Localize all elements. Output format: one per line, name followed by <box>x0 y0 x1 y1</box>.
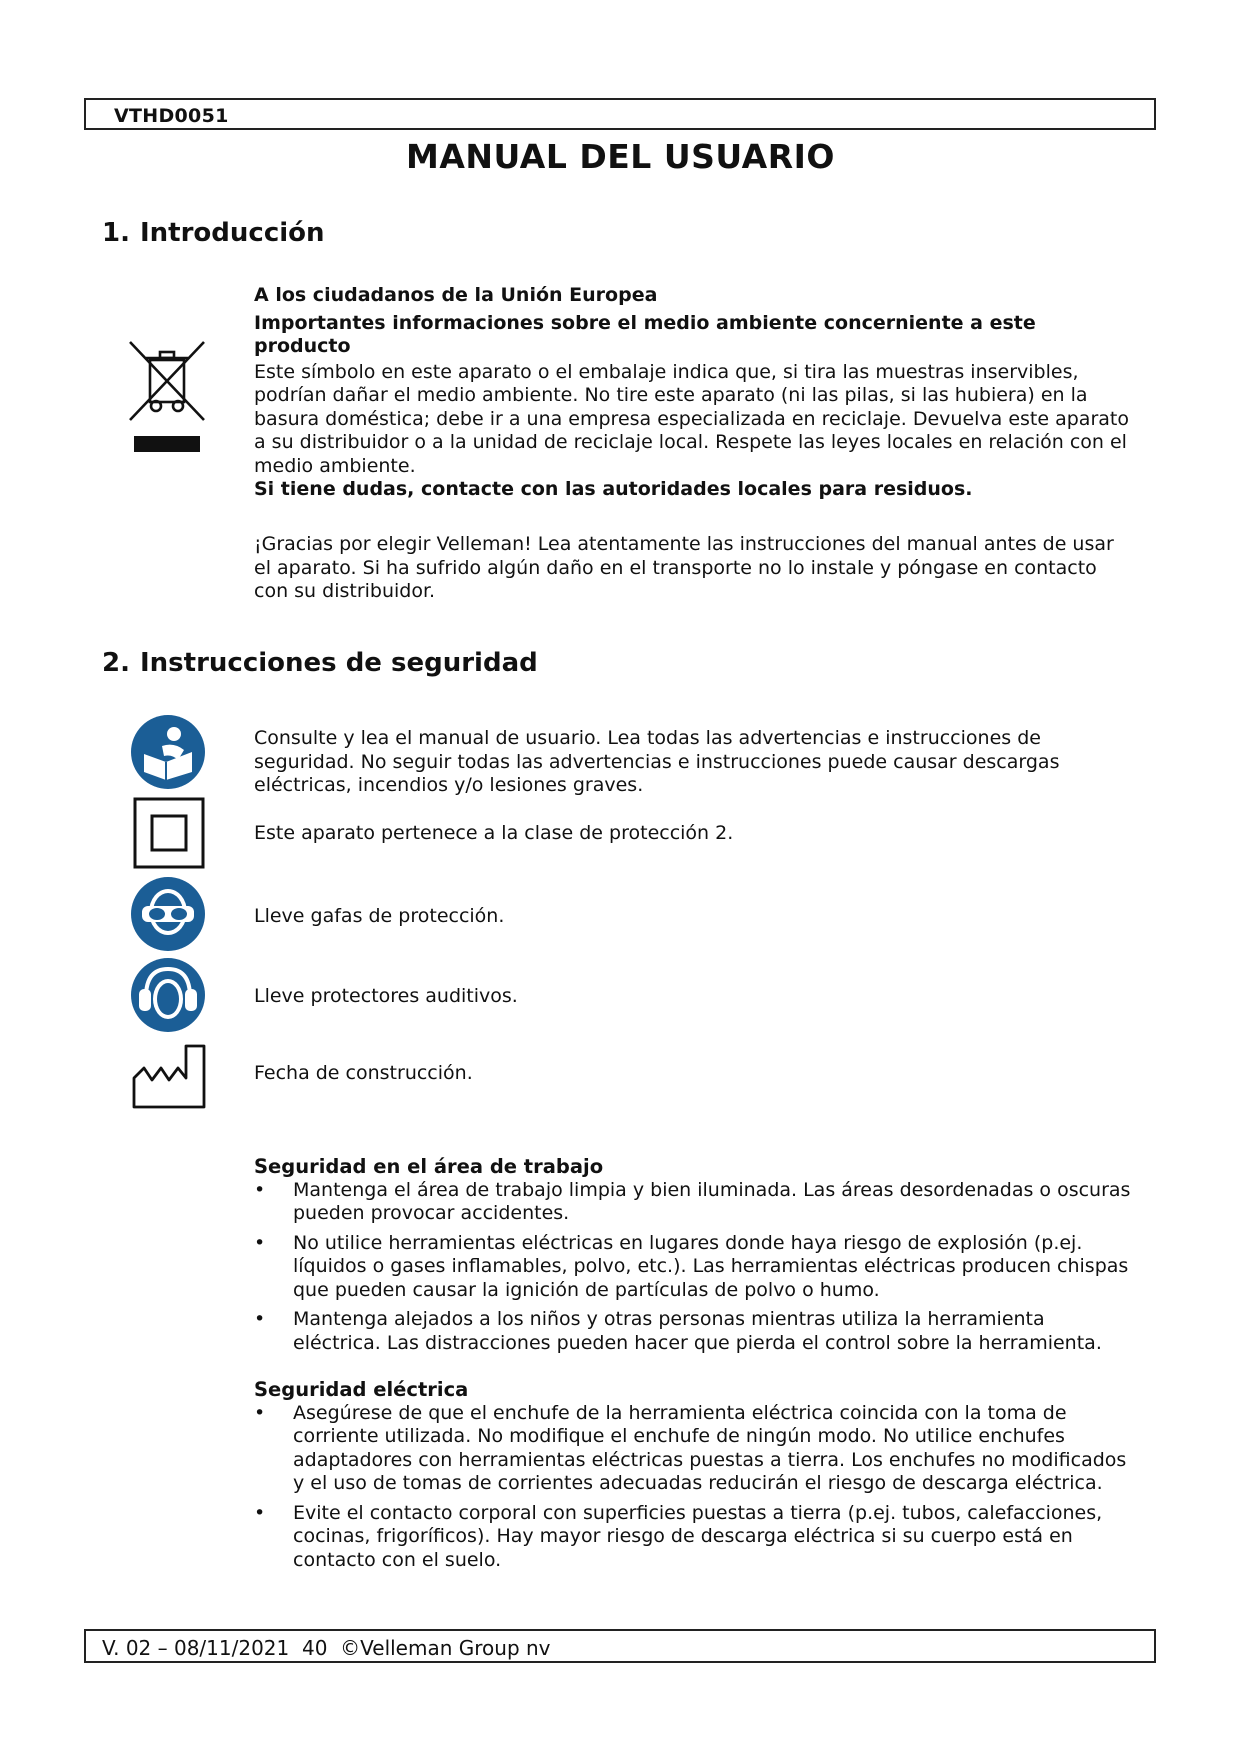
symbol-description: Lleve protectores auditivos. <box>254 985 518 1007</box>
ear-protection-icon <box>130 957 206 1033</box>
safety-goggles-icon <box>130 876 206 952</box>
page-title: MANUAL DEL USUARIO <box>406 137 835 176</box>
footer-box <box>84 1629 1156 1663</box>
weee-bin-icon <box>126 336 208 454</box>
work-area-safety <box>254 1155 1134 1361</box>
eu-heading: A los ciudadanos de la Unión Europea <box>254 284 658 306</box>
footer-text: V. 02 – 08/11/2021 40 ©Velleman Group nv <box>102 1636 551 1660</box>
section-heading-safety <box>102 648 538 678</box>
work-area-list <box>254 1179 1134 1356</box>
symbol-description: Consulte y lea el manual de usuario. Lea todas las advertencias e instrucciones de seguridad. No seguir todas las advertencias e instrucciones puede causar descargas eléctricas, incendios y/o lesiones graves. <box>254 727 1060 796</box>
symbol-text-goggles <box>254 905 1134 929</box>
symbol-text-ear-protection <box>254 985 1134 1009</box>
section-number: 2. <box>102 648 130 678</box>
header-box <box>84 98 1156 130</box>
electrical-list <box>254 1402 1134 1573</box>
section-number: 1. <box>102 218 130 248</box>
eu-info-block <box>254 284 1134 502</box>
section-title: Introducción <box>140 218 325 248</box>
list-item: • Mantenga el área de trabajo limpia y bien iluminada. Las áreas desordenadas o oscuras pueden provocar accidentes. <box>254 1179 1134 1226</box>
list-item: • Mantenga alejados a los niños y otras personas mientras utiliza la herramienta eléctrica. Las distracciones pueden hacer que pierda el control sobre la herramienta. <box>254 1308 1134 1355</box>
list-item: • Asegúrese de que el enchufe de la herramienta eléctrica coincida con la toma de corriente utilizada. No modifique el enchufe de ningún modo. No utilice enchufes adaptadores con herramientas eléctricas puestas a tierra. Los enchufes no modificados y el uso de tomas de corrientes adecuadas reducirán el riesgo de descarga eléctrica. <box>254 1402 1134 1496</box>
env-heading: Importantes informaciones sobre el medio ambiente concerniente a este producto <box>254 311 1036 357</box>
electrical-heading: Seguridad eléctrica <box>254 1378 469 1401</box>
env-text: Este símbolo en este aparato o el embalaje indica que, si tira las muestras inservibles, podrían dañar el medio ambiente. No tire este aparato (ni las pilas, si las hubiera) en la basura doméstica; debe ir a una empresa especializada en reciclaje. Devuelva este aparato a su distribuidor o a la unidad de reciclaje local. Respete las leyes locales en relación con el medio ambiente. <box>254 360 1129 477</box>
section-title: Instrucciones de seguridad <box>140 648 538 678</box>
env-doubts: Si tiene dudas, contacte con las autoridades locales para residuos. <box>254 478 973 500</box>
symbol-description: Lleve gafas de protección. <box>254 905 505 927</box>
list-item: • No utilice herramientas eléctricas en lugares donde haya riesgo de explosión (p.ej. líquidos o gases inflamables, polvo, etc.). Las herramientas eléctricas producen chispas que pueden causar la ignición de partículas de polvo o humo. <box>254 1232 1134 1303</box>
protection-class-2-icon <box>133 797 205 869</box>
work-area-heading: Seguridad en el área de trabajo <box>254 1155 604 1178</box>
symbol-description: Este aparato pertenece a la clase de protección 2. <box>254 822 734 844</box>
read-manual-icon <box>130 714 206 790</box>
thanks-text: ¡Gracias por elegir Velleman! Lea atentamente las instrucciones del manual antes de usar el aparato. Si ha sufrido algún daño en el transporte no lo instale y póngase en contacto con su distribuidor. <box>254 533 1114 602</box>
list-item: • Evite el contacto corporal con superficies puestas a tierra (p.ej. tubos, calefacciones, cocinas, frigoríficos). Hay mayor riesgo de descarga eléctrica si su cuerpo está en contacto con el suelo. <box>254 1502 1134 1573</box>
model-code: VTHD0051 <box>114 105 229 127</box>
electrical-safety <box>254 1378 1134 1578</box>
thanks-block <box>254 533 1134 604</box>
manufacture-date-icon <box>131 1040 207 1110</box>
symbol-description: Fecha de construcción. <box>254 1062 473 1084</box>
symbol-text-class-2 <box>254 822 1134 846</box>
symbol-text-manufacture-date <box>254 1062 1134 1086</box>
symbol-text-read-manual <box>254 727 1134 798</box>
section-heading-introduction <box>102 218 325 248</box>
